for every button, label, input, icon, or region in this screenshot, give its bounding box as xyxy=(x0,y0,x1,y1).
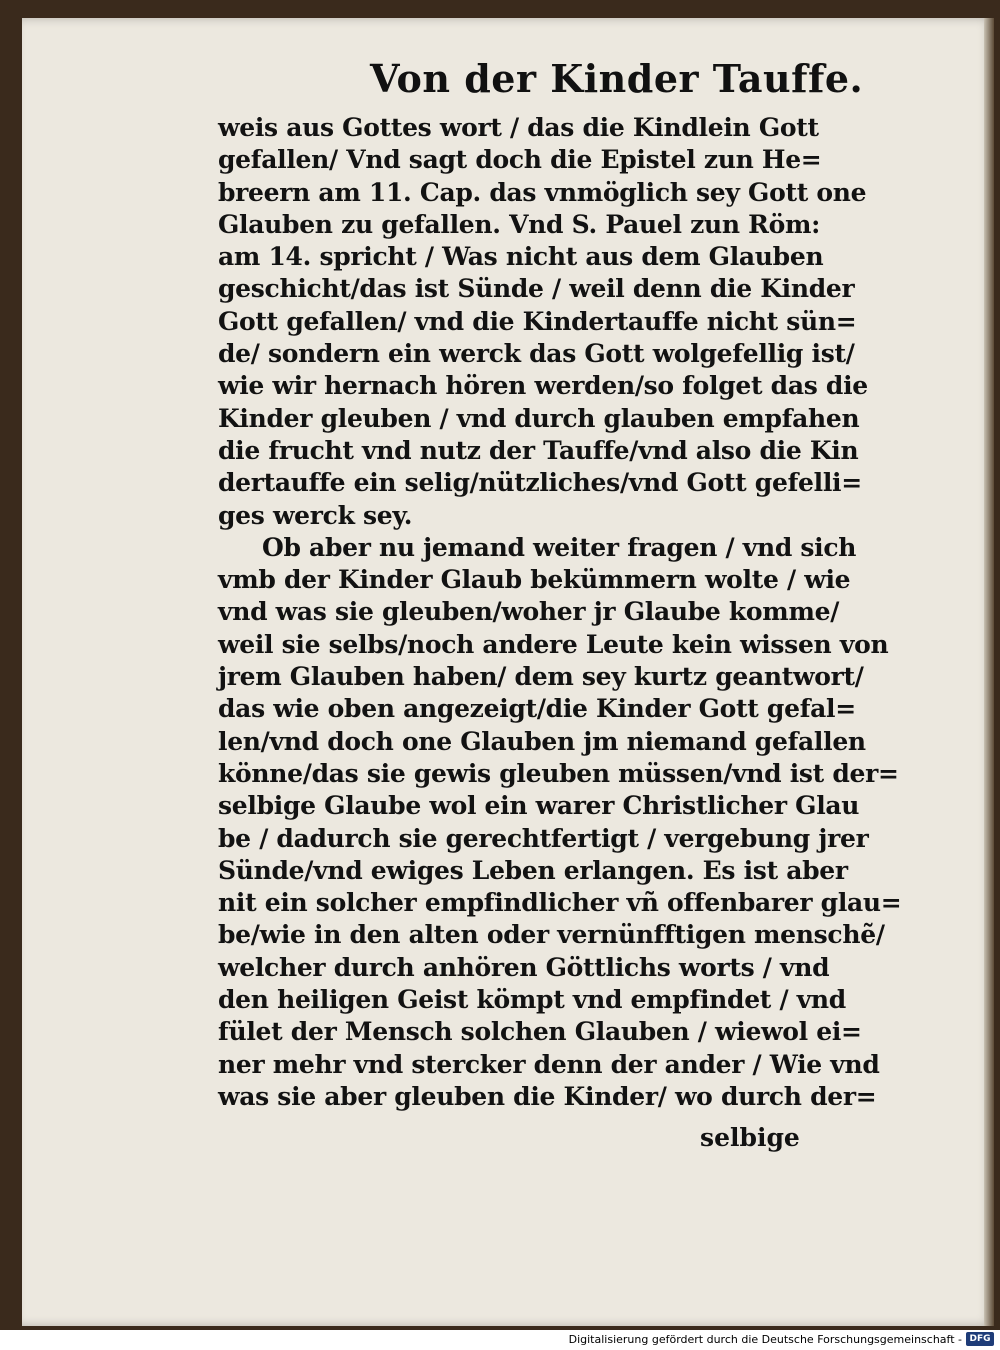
text-line: wie wir hernach hören werden/so folget das die xyxy=(218,371,868,401)
text-line: Glauben zu gefallen. Vnd S. Pauel zun Röm: xyxy=(218,209,821,239)
text-line: len/vnd doch one Glauben jm niemand gefallen xyxy=(218,726,866,756)
text-line: ges werck sey. xyxy=(218,500,413,530)
text-line: geschicht/das ist Sünde / weil denn die Kinder xyxy=(218,274,855,304)
text-line: weil sie selbs/noch andere Leute kein wissen von xyxy=(218,629,889,659)
text-line: die frucht vnd nutz der Tauffe/vnd also die Kin xyxy=(218,435,859,465)
text-line: welcher durch anhören Göttlichs worts / vnd xyxy=(218,952,830,982)
text-line: vmb der Kinder Glaub bekümmern wolte / wie xyxy=(218,565,851,595)
page-text-block xyxy=(218,112,908,1113)
text-line: vnd was sie gleuben/woher jr Glaube komme/ xyxy=(218,597,840,627)
text-line: de/ sondern ein werck das Gott wolgefellig ist/ xyxy=(218,339,855,369)
text-line: das wie oben angezeigt/die Kinder Gott gefal= xyxy=(218,694,856,724)
text-line: könne/das sie gewis gleuben müssen/vnd ist der= xyxy=(218,758,899,788)
text-line: ner mehr vnd stercker denn der ander / Wie vnd xyxy=(218,1049,880,1079)
text-line: den heiligen Geist kömpt vnd empfindet / vnd xyxy=(218,985,846,1015)
text-line: am 14. spricht / Was nicht aus dem Glauben xyxy=(218,242,824,272)
text-line: jrem Glauben haben/ dem sey kurtz geantwort/ xyxy=(218,662,864,692)
text-line: nit ein solcher empfindlicher vñ offenbarer glau= xyxy=(218,888,902,918)
text-line: Sünde/vnd ewiges Leben erlangen. Es ist aber xyxy=(218,855,848,885)
text-line: fület der Mensch solchen Glauben / wiewol ei= xyxy=(218,1017,862,1047)
page-spine-shadow xyxy=(984,18,994,1326)
text-line: Kinder gleuben / vnd durch glauben empfahen xyxy=(218,403,860,433)
dfg-logo-icon: DFG xyxy=(966,1332,994,1346)
text-line: gefallen/ Vnd sagt doch die Epistel zun He= xyxy=(218,145,822,175)
text-line: dertauffe ein selig/nützliches/vnd Gott gefelli= xyxy=(218,468,862,498)
running-header: Von der Kinder Tauffe. xyxy=(370,56,864,101)
catchword: selbige xyxy=(700,1123,800,1152)
text-line: be/wie in den alten oder vernünfftigen menschẽ/ xyxy=(218,920,885,950)
text-line: Ob aber nu jemand weiter fragen / vnd sich xyxy=(262,532,857,562)
text-line: was sie aber gleuben die Kinder/ wo durch der= xyxy=(218,1081,877,1111)
text-line: weis aus Gottes wort / das die Kindlein Gott xyxy=(218,113,819,142)
text-line: breern am 11. Cap. das vnmöglich sey Gott one xyxy=(218,177,867,207)
text-line: Gott gefallen/ vnd die Kindertauffe nicht sün= xyxy=(218,306,857,336)
footer-bar xyxy=(0,1330,1000,1350)
text-line: be / dadurch sie gerechtfertigt / vergebung jrer xyxy=(218,823,869,853)
text-line: selbige Glaube wol ein warer Christlicher Glau xyxy=(218,791,860,821)
funding-credit: Digitalisierung gefördert durch die Deutsche Forschungsgemeinschaft - xyxy=(568,1333,962,1346)
